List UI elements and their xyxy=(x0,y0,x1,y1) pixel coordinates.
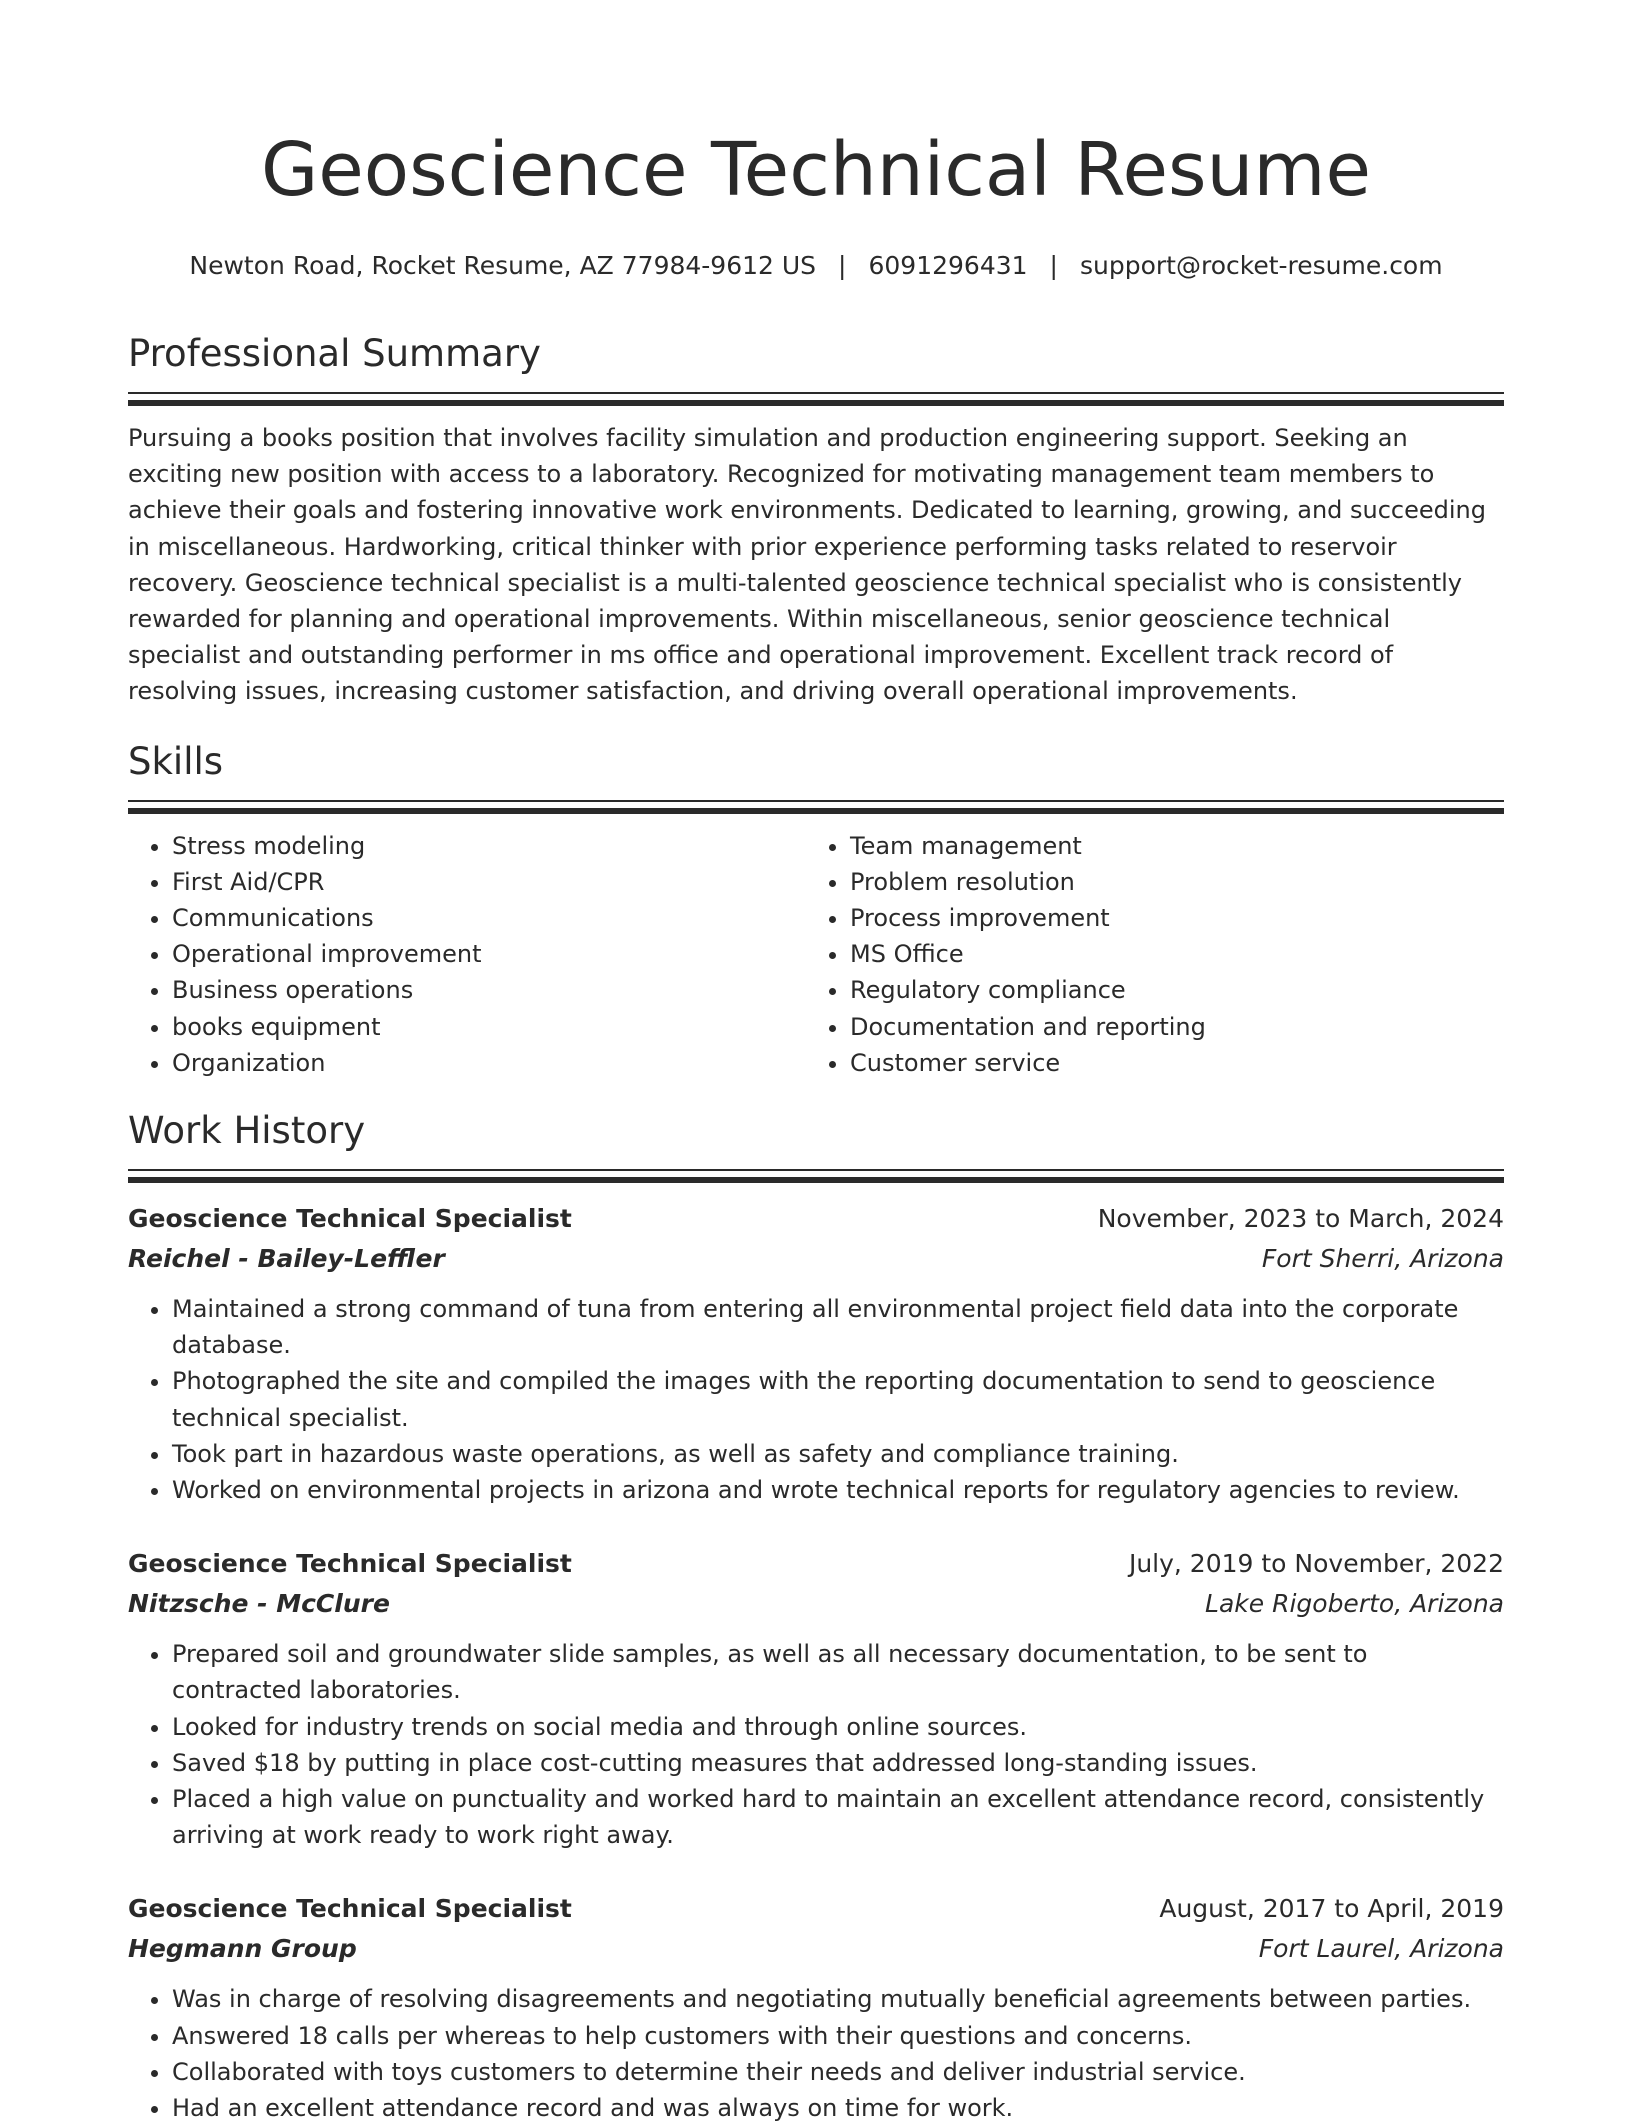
skills-section xyxy=(128,738,1504,1081)
section-title-summary: Professional Summary xyxy=(128,332,541,375)
job-bullet: • Took part in hazardous waste operations, as well as safety and compliance training. xyxy=(172,1436,1504,1472)
work-history-section xyxy=(128,1107,1504,2126)
contact-address: Newton Road, Rocket Resume, AZ 77984-9612 US xyxy=(189,251,817,280)
contact-phone: 6091296431 xyxy=(868,251,1028,280)
skill-item: • Communications xyxy=(172,900,806,936)
job-header xyxy=(128,1199,1504,1239)
skills-list-left xyxy=(128,828,806,1081)
job-entry xyxy=(128,1199,1504,1508)
professional-summary-section xyxy=(128,330,1504,710)
job-bullet: • Photographed the site and compiled the images with the reporting documentation to send to geoscience technical specialist. xyxy=(172,1363,1504,1435)
job-dates: November, 2023 to March, 2024 xyxy=(1097,1204,1504,1234)
job-header xyxy=(128,1544,1504,1584)
skill-item: • Process improvement xyxy=(850,900,1484,936)
job-bullet: • Placed a high value on punctuality and worked hard to maintain an excellent attendance record, consistently arriving at work ready to work right away. xyxy=(172,1781,1504,1853)
skill-item: • Problem resolution xyxy=(850,864,1484,900)
skill-item: • First Aid/CPR xyxy=(172,864,806,900)
summary-text: Pursuing a books position that involves facility simulation and production engineering support. Seeking an exciting new position with access to a laboratory. Recognized for motivating management team members to achieve their goals and fostering innovative work environments. Dedicated to learning, growing, and succeeding in miscellaneous. Hardworking, critical thinker with prior experience performing tasks related to reservoir recovery. Geoscience technical specialist is a multi-talented geoscience technical specialist who is consistently rewarded for planning and operational improvements. Within miscellaneous, senior geoscience technical specialist and outstanding performer in ms office and operational improvement. Excellent track record of resolving issues, increasing customer satisfaction, and driving overall operational improvements. xyxy=(128,424,1487,706)
skill-item: • Documentation and reporting xyxy=(850,1009,1484,1045)
job-bullets xyxy=(128,1636,1504,1853)
job-subheader xyxy=(128,1584,1504,1624)
contact-separator: | xyxy=(1049,251,1058,280)
job-header xyxy=(128,1889,1504,1929)
skills-columns xyxy=(128,828,1504,1081)
job-subheader xyxy=(128,1929,1504,1969)
resume-name: Geoscience Technical Resume xyxy=(260,127,1372,213)
job-bullets xyxy=(128,1981,1504,2126)
job-location: Lake Rigoberto, Arizona xyxy=(1205,1589,1504,1619)
job-bullets xyxy=(128,1291,1504,1508)
skill-item: • Customer service xyxy=(850,1045,1484,1081)
skills-list-right xyxy=(806,828,1484,1081)
job-bullet: • Looked for industry trends on social media and through online sources. xyxy=(172,1709,1504,1745)
job-bullet: • Collaborated with toys customers to determine their needs and deliver industrial service. xyxy=(172,2054,1504,2090)
job-entry xyxy=(128,1889,1504,2126)
section-divider xyxy=(128,1169,1504,1183)
job-title: Geoscience Technical Specialist xyxy=(128,1204,572,1234)
section-title-skills: Skills xyxy=(128,739,224,783)
resume-page xyxy=(128,0,1504,2126)
skill-item: • Business operations xyxy=(172,972,806,1008)
job-bullet: • Maintained a strong command of tuna from entering all environmental project field data into the corporate database. xyxy=(172,1291,1504,1363)
skill-item: • Operational improvement xyxy=(172,936,806,972)
skill-item: • books equipment xyxy=(172,1009,806,1045)
job-bullet: • Was in charge of resolving disagreements and negotiating mutually beneficial agreements between parties. xyxy=(172,1981,1504,2017)
skill-item: • Regulatory compliance xyxy=(850,972,1484,1008)
job-title: Geoscience Technical Specialist xyxy=(128,1894,572,1924)
contact-email: support@rocket-resume.com xyxy=(1079,251,1443,280)
job-company: Nitzsche - McClure xyxy=(128,1589,390,1619)
contact-line xyxy=(128,248,1504,284)
contact-separator: | xyxy=(838,251,847,280)
job-company: Reichel - Bailey-Leffler xyxy=(128,1244,445,1274)
job-dates: July, 2019 to November, 2022 xyxy=(1128,1549,1504,1579)
section-title-work: Work History xyxy=(128,1109,366,1153)
job-bullet: • Prepared soil and groundwater slide samples, as well as all necessary documentation, to be sent to contracted laboratories. xyxy=(172,1636,1504,1708)
job-title: Geoscience Technical Specialist xyxy=(128,1549,572,1579)
job-location: Fort Sherri, Arizona xyxy=(1261,1244,1504,1274)
job-bullet: • Worked on environmental projects in arizona and wrote technical reports for regulatory agencies to review. xyxy=(172,1472,1504,1508)
skill-item: • Team management xyxy=(850,828,1484,864)
job-entry xyxy=(128,1544,1504,1853)
job-subheader xyxy=(128,1239,1504,1279)
job-location: Fort Laurel, Arizona xyxy=(1258,1934,1504,1964)
skill-item: • Organization xyxy=(172,1045,806,1081)
section-divider xyxy=(128,800,1504,814)
job-bullet: • Had an excellent attendance record and was always on time for work. xyxy=(172,2090,1504,2126)
section-divider xyxy=(128,392,1504,406)
job-company: Hegmann Group xyxy=(128,1934,357,1964)
skill-item: • Stress modeling xyxy=(172,828,806,864)
skill-item: • MS Office xyxy=(850,936,1484,972)
job-bullet: • Answered 18 calls per whereas to help customers with their questions and concerns. xyxy=(172,2018,1504,2054)
job-dates: August, 2017 to April, 2019 xyxy=(1159,1894,1504,1924)
job-bullet: • Saved $18 by putting in place cost-cutting measures that addressed long-standing issues. xyxy=(172,1745,1504,1781)
